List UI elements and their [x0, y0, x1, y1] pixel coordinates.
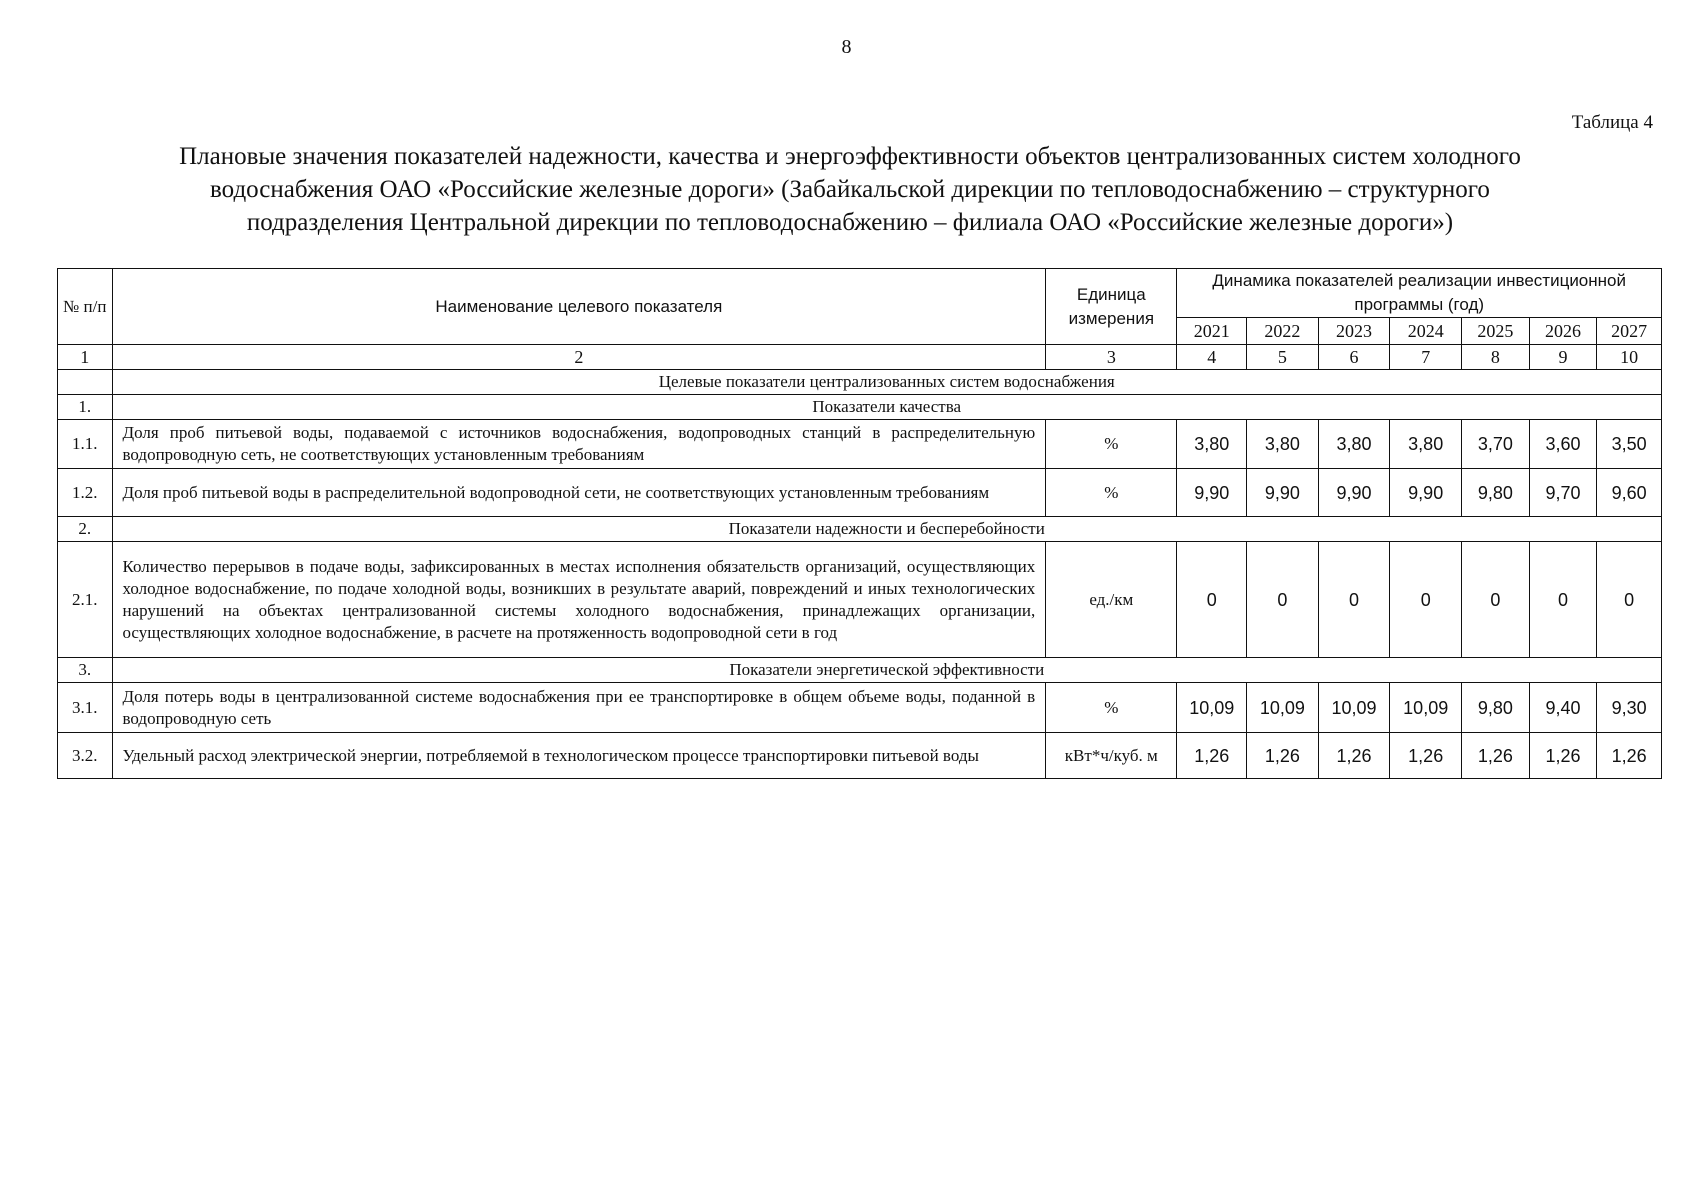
- indicator-value: 9,90: [1177, 469, 1247, 517]
- indicator-value: 10,09: [1247, 683, 1319, 733]
- column-number: 7: [1390, 345, 1462, 370]
- section-num: 3.: [58, 658, 113, 683]
- title-line: подразделения Центральной дирекции по тепловодоснабжению – филиала ОАО «Российские железные дороги»): [246, 209, 1454, 236]
- indicator-value: 1,26: [1390, 733, 1462, 779]
- title-line: Плановые значения показателей надежности, качества и энергоэффективности объектов централизованных систем холодного: [179, 143, 1521, 170]
- year-header: 2024: [1390, 318, 1462, 345]
- indicator-value: 0: [1318, 542, 1390, 658]
- indicator-value: 0: [1247, 542, 1319, 658]
- indicator-value: 9,70: [1529, 469, 1597, 517]
- indicator-value: 3,60: [1529, 420, 1597, 469]
- indicator-unit: кВт*ч/куб. м: [1046, 733, 1177, 779]
- indicator-value: 1,26: [1529, 733, 1597, 779]
- indicator-name: Доля проб питьевой воды в распределительной водопроводной сети, не соответствующих установленным требованиям: [112, 469, 1046, 517]
- section-title: Показатели качества: [112, 395, 1662, 420]
- row-num: 3.1.: [58, 683, 113, 733]
- indicator-value: 3,70: [1462, 420, 1530, 469]
- row-num: 1.2.: [58, 469, 113, 517]
- indicator-value: 1,26: [1177, 733, 1247, 779]
- section-num: 2.: [58, 517, 113, 542]
- indicator-unit: %: [1046, 469, 1177, 517]
- indicator-value: 9,30: [1597, 683, 1662, 733]
- indicator-unit: %: [1046, 420, 1177, 469]
- section-num: 1.: [58, 395, 113, 420]
- header-num: № п/п: [58, 269, 113, 345]
- indicator-name: Доля проб питьевой воды, подаваемой с источников водоснабжения, водопроводных станций в распределительную водопроводную сеть, не соответствующих установленным требованиям: [112, 420, 1046, 469]
- document-title: [60, 140, 1640, 239]
- indicators-table: [57, 268, 1662, 779]
- indicator-name: Количество перерывов в подаче воды, зафиксированных в местах исполнения обязательств организаций, осуществляющих холодное водоснабжение, по подаче холодной воды, возникших в результате аварий, повреждений и иных технологических нарушений на объектах централизованной системы холодного водоснабжения, принадлежащих организации, осуществляющих холодное водоснабжение, в расчете на протяженность водопроводной сети в год: [112, 542, 1046, 658]
- year-header: 2021: [1177, 318, 1247, 345]
- indicator-value: 3,80: [1390, 420, 1462, 469]
- indicator-value: 3,50: [1597, 420, 1662, 469]
- indicator-value: 10,09: [1177, 683, 1247, 733]
- indicator-value: 1,26: [1597, 733, 1662, 779]
- year-header: 2027: [1597, 318, 1662, 345]
- indicator-value: 1,26: [1318, 733, 1390, 779]
- indicator-value: 1,26: [1247, 733, 1319, 779]
- column-number: 4: [1177, 345, 1247, 370]
- indicator-value: 10,09: [1318, 683, 1390, 733]
- indicator-value: 0: [1529, 542, 1597, 658]
- indicator-value: 9,60: [1597, 469, 1662, 517]
- group-num-cell: [58, 370, 113, 395]
- indicator-value: 3,80: [1177, 420, 1247, 469]
- column-number: 2: [112, 345, 1046, 370]
- indicator-value: 0: [1597, 542, 1662, 658]
- indicator-unit: %: [1046, 683, 1177, 733]
- header-unit: Единица измерения: [1046, 269, 1177, 345]
- indicator-value: 3,80: [1318, 420, 1390, 469]
- row-num: 3.2.: [58, 733, 113, 779]
- indicator-value: 9,80: [1462, 469, 1530, 517]
- header-name: Наименование целевого показателя: [112, 269, 1046, 345]
- column-number: 9: [1529, 345, 1597, 370]
- section-title: Показатели надежности и бесперебойности: [112, 517, 1662, 542]
- year-header: 2022: [1247, 318, 1319, 345]
- indicator-name: Удельный расход электрической энергии, потребляемой в технологическом процессе транспортировки питьевой воды: [112, 733, 1046, 779]
- table-label: Таблица 4: [1571, 112, 1653, 133]
- indicator-value: 9,90: [1390, 469, 1462, 517]
- indicator-value: 3,80: [1247, 420, 1319, 469]
- column-number: 10: [1597, 345, 1662, 370]
- row-num: 1.1.: [58, 420, 113, 469]
- indicator-name: Доля потерь воды в централизованной системе водоснабжения при ее транспортировке в общем объеме воды, поданной в водопроводную сеть: [112, 683, 1046, 733]
- title-line: водоснабжения ОАО «Российские железные дороги» (Забайкальской дирекции по тепловодоснабжению – структурного: [210, 176, 1490, 203]
- year-header: 2026: [1529, 318, 1597, 345]
- section-title: Показатели энергетической эффективности: [112, 658, 1662, 683]
- year-header: 2023: [1318, 318, 1390, 345]
- indicator-value: 9,40: [1529, 683, 1597, 733]
- column-number: 6: [1318, 345, 1390, 370]
- column-number: 1: [58, 345, 113, 370]
- indicator-value: 0: [1462, 542, 1530, 658]
- indicator-value: 9,80: [1462, 683, 1530, 733]
- indicator-value: 9,90: [1318, 469, 1390, 517]
- indicator-value: 10,09: [1390, 683, 1462, 733]
- header-dynamics: Динамика показателей реализации инвестиционной программы (год): [1177, 269, 1662, 318]
- indicator-value: 9,90: [1247, 469, 1319, 517]
- indicator-value: 0: [1177, 542, 1247, 658]
- group-title: Целевые показатели централизованных систем водоснабжения: [112, 370, 1662, 395]
- indicator-value: 1,26: [1462, 733, 1530, 779]
- indicator-unit: ед./км: [1046, 542, 1177, 658]
- column-number: 5: [1247, 345, 1319, 370]
- column-number: 3: [1046, 345, 1177, 370]
- year-header: 2025: [1462, 318, 1530, 345]
- page-number: 8: [841, 36, 852, 58]
- indicator-value: 0: [1390, 542, 1462, 658]
- column-number: 8: [1462, 345, 1530, 370]
- row-num: 2.1.: [58, 542, 113, 658]
